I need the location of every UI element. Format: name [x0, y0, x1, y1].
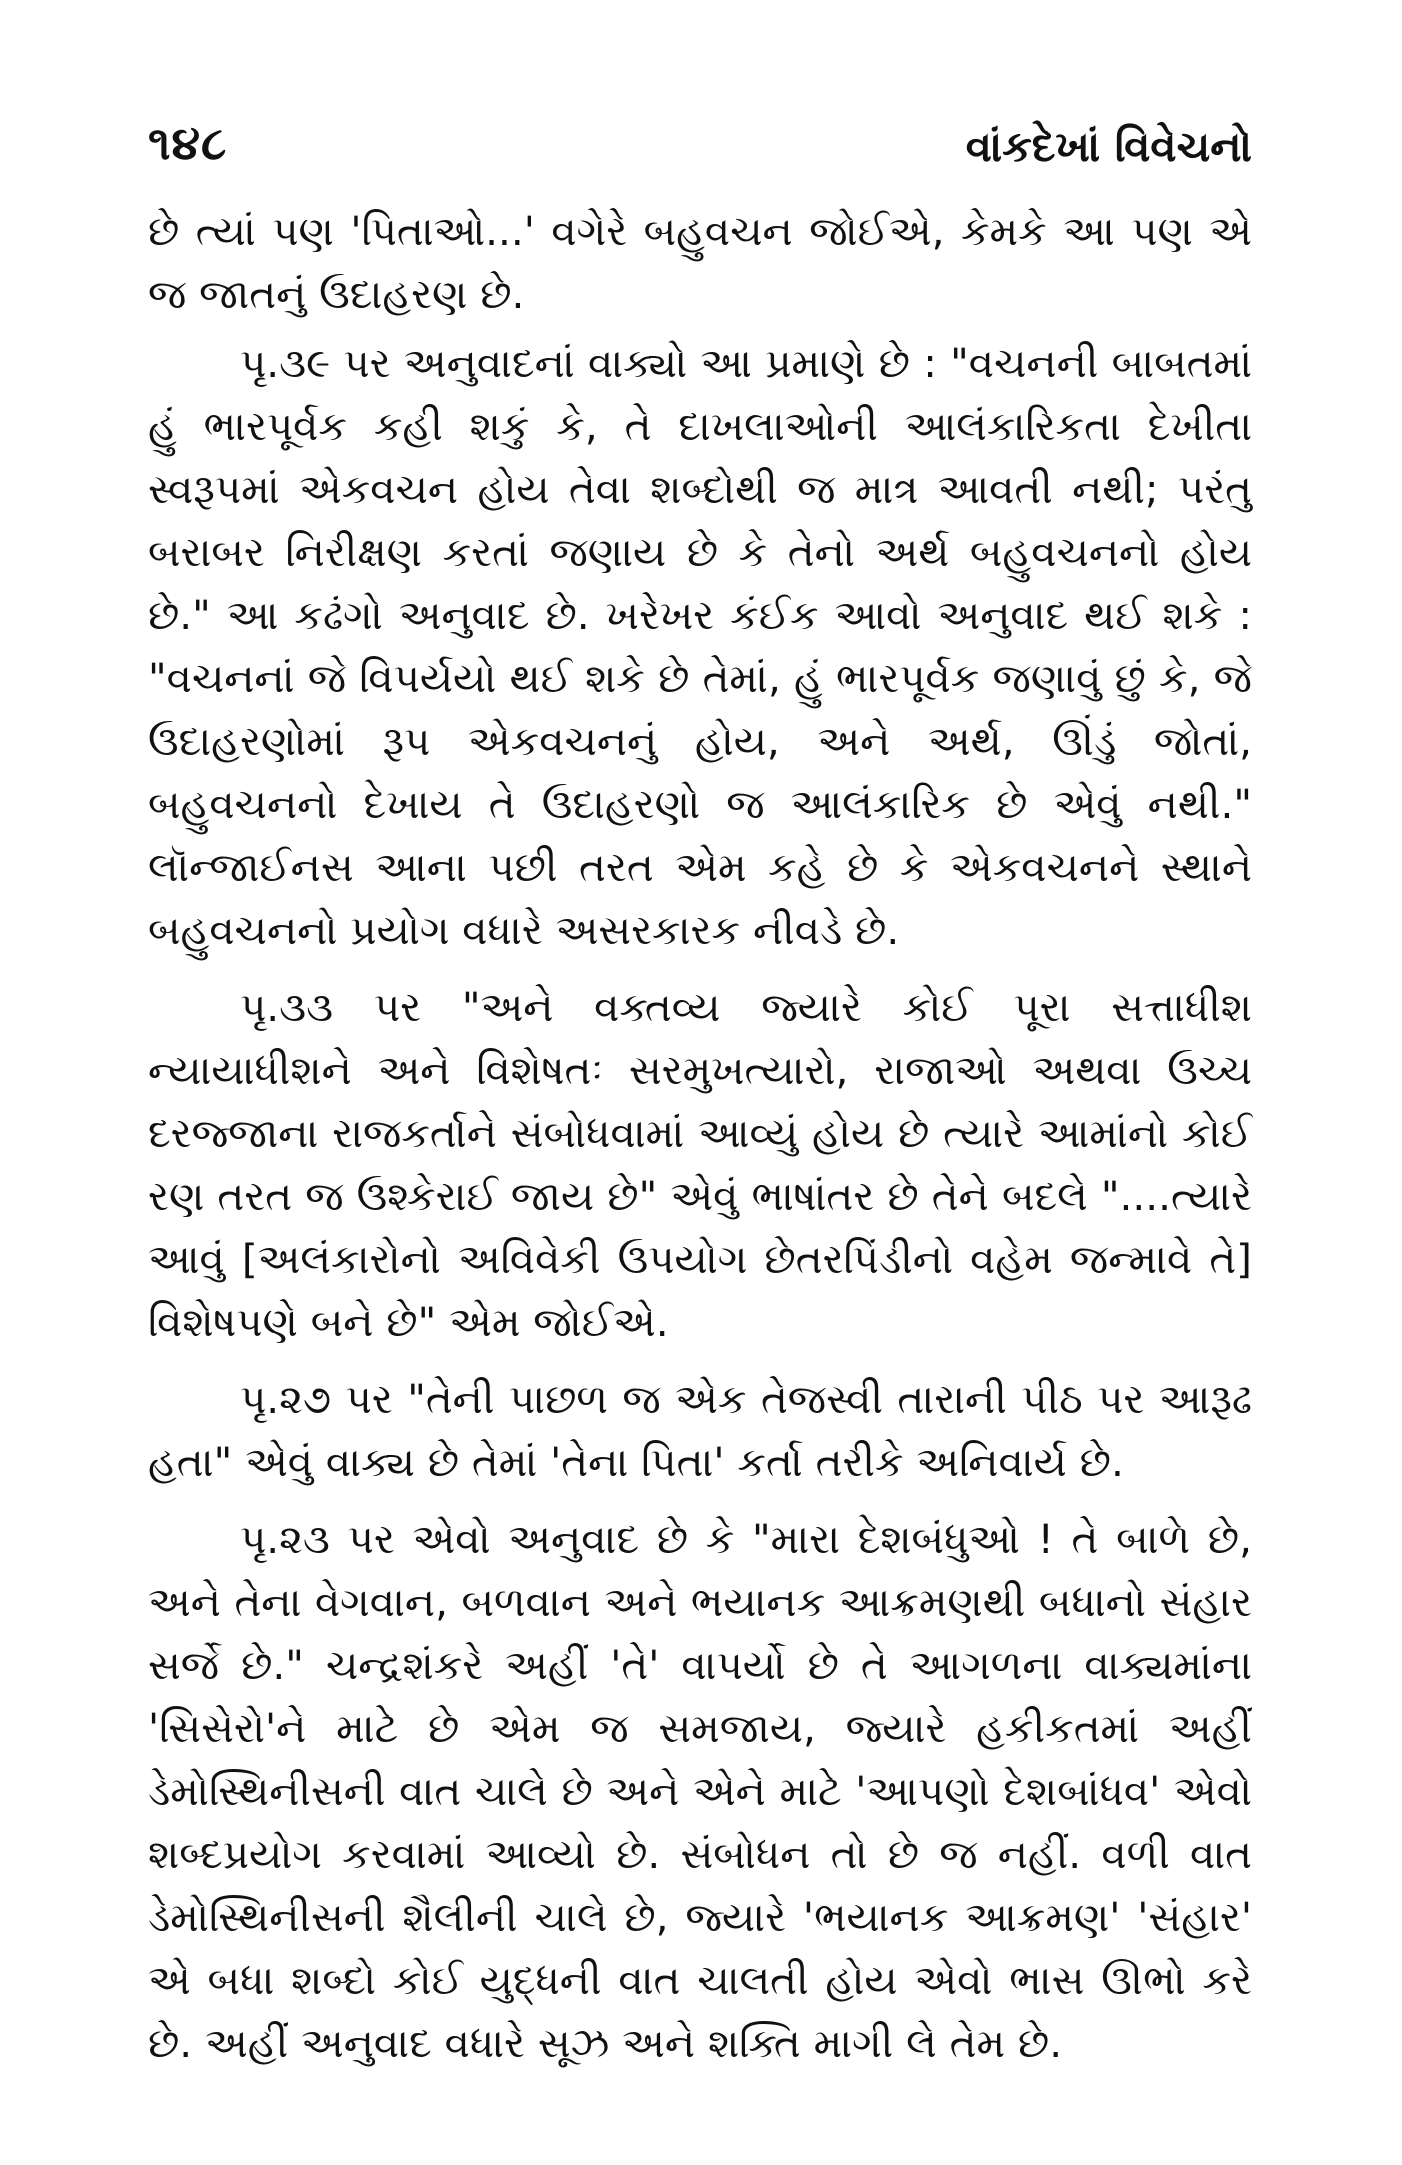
paragraph-p23: પૃ.૨૩ પર એવો અનુવાદ છે કે "મારા દેશબંધુઓ ! તે બાળે છે, અને તેના વેગવાન, બળવાન અને ભયાનક આક્રમણથી બધાનો સંહાર સર્જે છે." ચન્દ્રશંકરે અહીં 'તે' વાપર્યો છે તે આગળના વાક્યમાંના 'સિસેરો'ને માટે છે એમ જ સમજાય, જ્યારે હકીકતમાં અહીં ડેમોસ્થિનીસની વાત ચાલે છે અને એને માટે 'આપણો દેશબાંધવ' એવો શબ્દપ્રયોગ કરવામાં આવ્યો છે. સંબોધન તો છે જ નહીં. વળી વાત ડેમોસ્થિનીસની શૈલીની ચાલે છે, જ્યારે 'ભયાનક આક્રમણ' 'સંહાર' એ બધા શબ્દો કોઈ યુદ્ધની વાત ચાલતી હોય એવો ભાસ ઊભો કરે છે. અહીં અનુવાદ વધારે સૂઝ અને શક્તિ માગી લે તેમ છે. — [148, 1515, 1252, 2067]
paragraph-continuation: છે ત્યાં પણ 'પિતાઓ...' વગેરે બહુવચન જોઈએ, કેમકે આ પણ એ જ જાતનું ઉદાહરણ છે. — [148, 207, 1252, 318]
page-header — [148, 112, 1252, 172]
running-title: વાંકદેખાં વિવેચનો — [965, 122, 1252, 171]
paragraph-p27: પૃ.૨૭ પર "તેની પાછળ જ એક તેજસ્વી તારાની પીઠ પર આરૂઢ હતા" એવું વાક્ય છે તેમાં 'તેના પિતા' કર્તા તરીકે અનિવાર્ય છે. — [148, 1375, 1252, 1486]
page-number: ૧૪૮ — [148, 116, 228, 170]
paragraph-p33: પૃ.૩૩ પર "અને વક્તવ્ય જ્યારે કોઈ પૂરા સત્તાધીશ ન્યાયાધીશને અને વિશેષતઃ સરમુખત્યારો, રાજાઓ અથવા ઉચ્ચ દરજ્જાના રાજકર્તાને સંબોધવામાં આવ્યું હોય છે ત્યારે આમાંનો કોઈ રણ તરત જ ઉશ્કેરાઈ જાય છે" એવું ભાષાંતર છે તેને બદલે "....ત્યારે આવું [અલંકારોનો અવિવેકી ઉપયોગ છેતરપિંડીનો વહેમ જન્માવે તે] વિશેષપણે બને છે" એમ જોઈએ. — [148, 983, 1252, 1346]
page-body — [148, 200, 1252, 2089]
paragraph-p39: પૃ.૩૯ પર અનુવાદનાં વાક્યો આ પ્રમાણે છે : "વચનની બાબતમાં હું ભારપૂર્વક કહી શકું કે, તે દાખલાઓની આલંકારિકતા દેખીતા સ્વરૂપમાં એકવચન હોય તેવા શબ્દોથી જ માત્ર આવતી નથી; પરંતુ બરાબર નિરીક્ષણ કરતાં જણાય છે કે તેનો અર્થ બહુવચનનો હોય છે." આ કઢંગો અનુવાદ છે. ખરેખર કંઈક આવો અનુવાદ થઈ શકે : "વચનનાં જે વિપર્યયો થઈ શકે છે તેમાં, હું ભારપૂર્વક જણાવું છું કે, જે ઉદાહરણોમાં રૂપ એકવચનનું હોય, અને અર્થ, ઊંડું જોતાં, બહુવચનનો દેખાય તે ઉદાહરણો જ આલંકારિક છે એવું નથી." લૉન્જાઈનસ આના પછી તરત એમ કહે છે કે એકવચનને સ્થાને બહુવચનનો પ્રયોગ વધારે અસરકારક નીવડે છે. — [148, 339, 1252, 954]
